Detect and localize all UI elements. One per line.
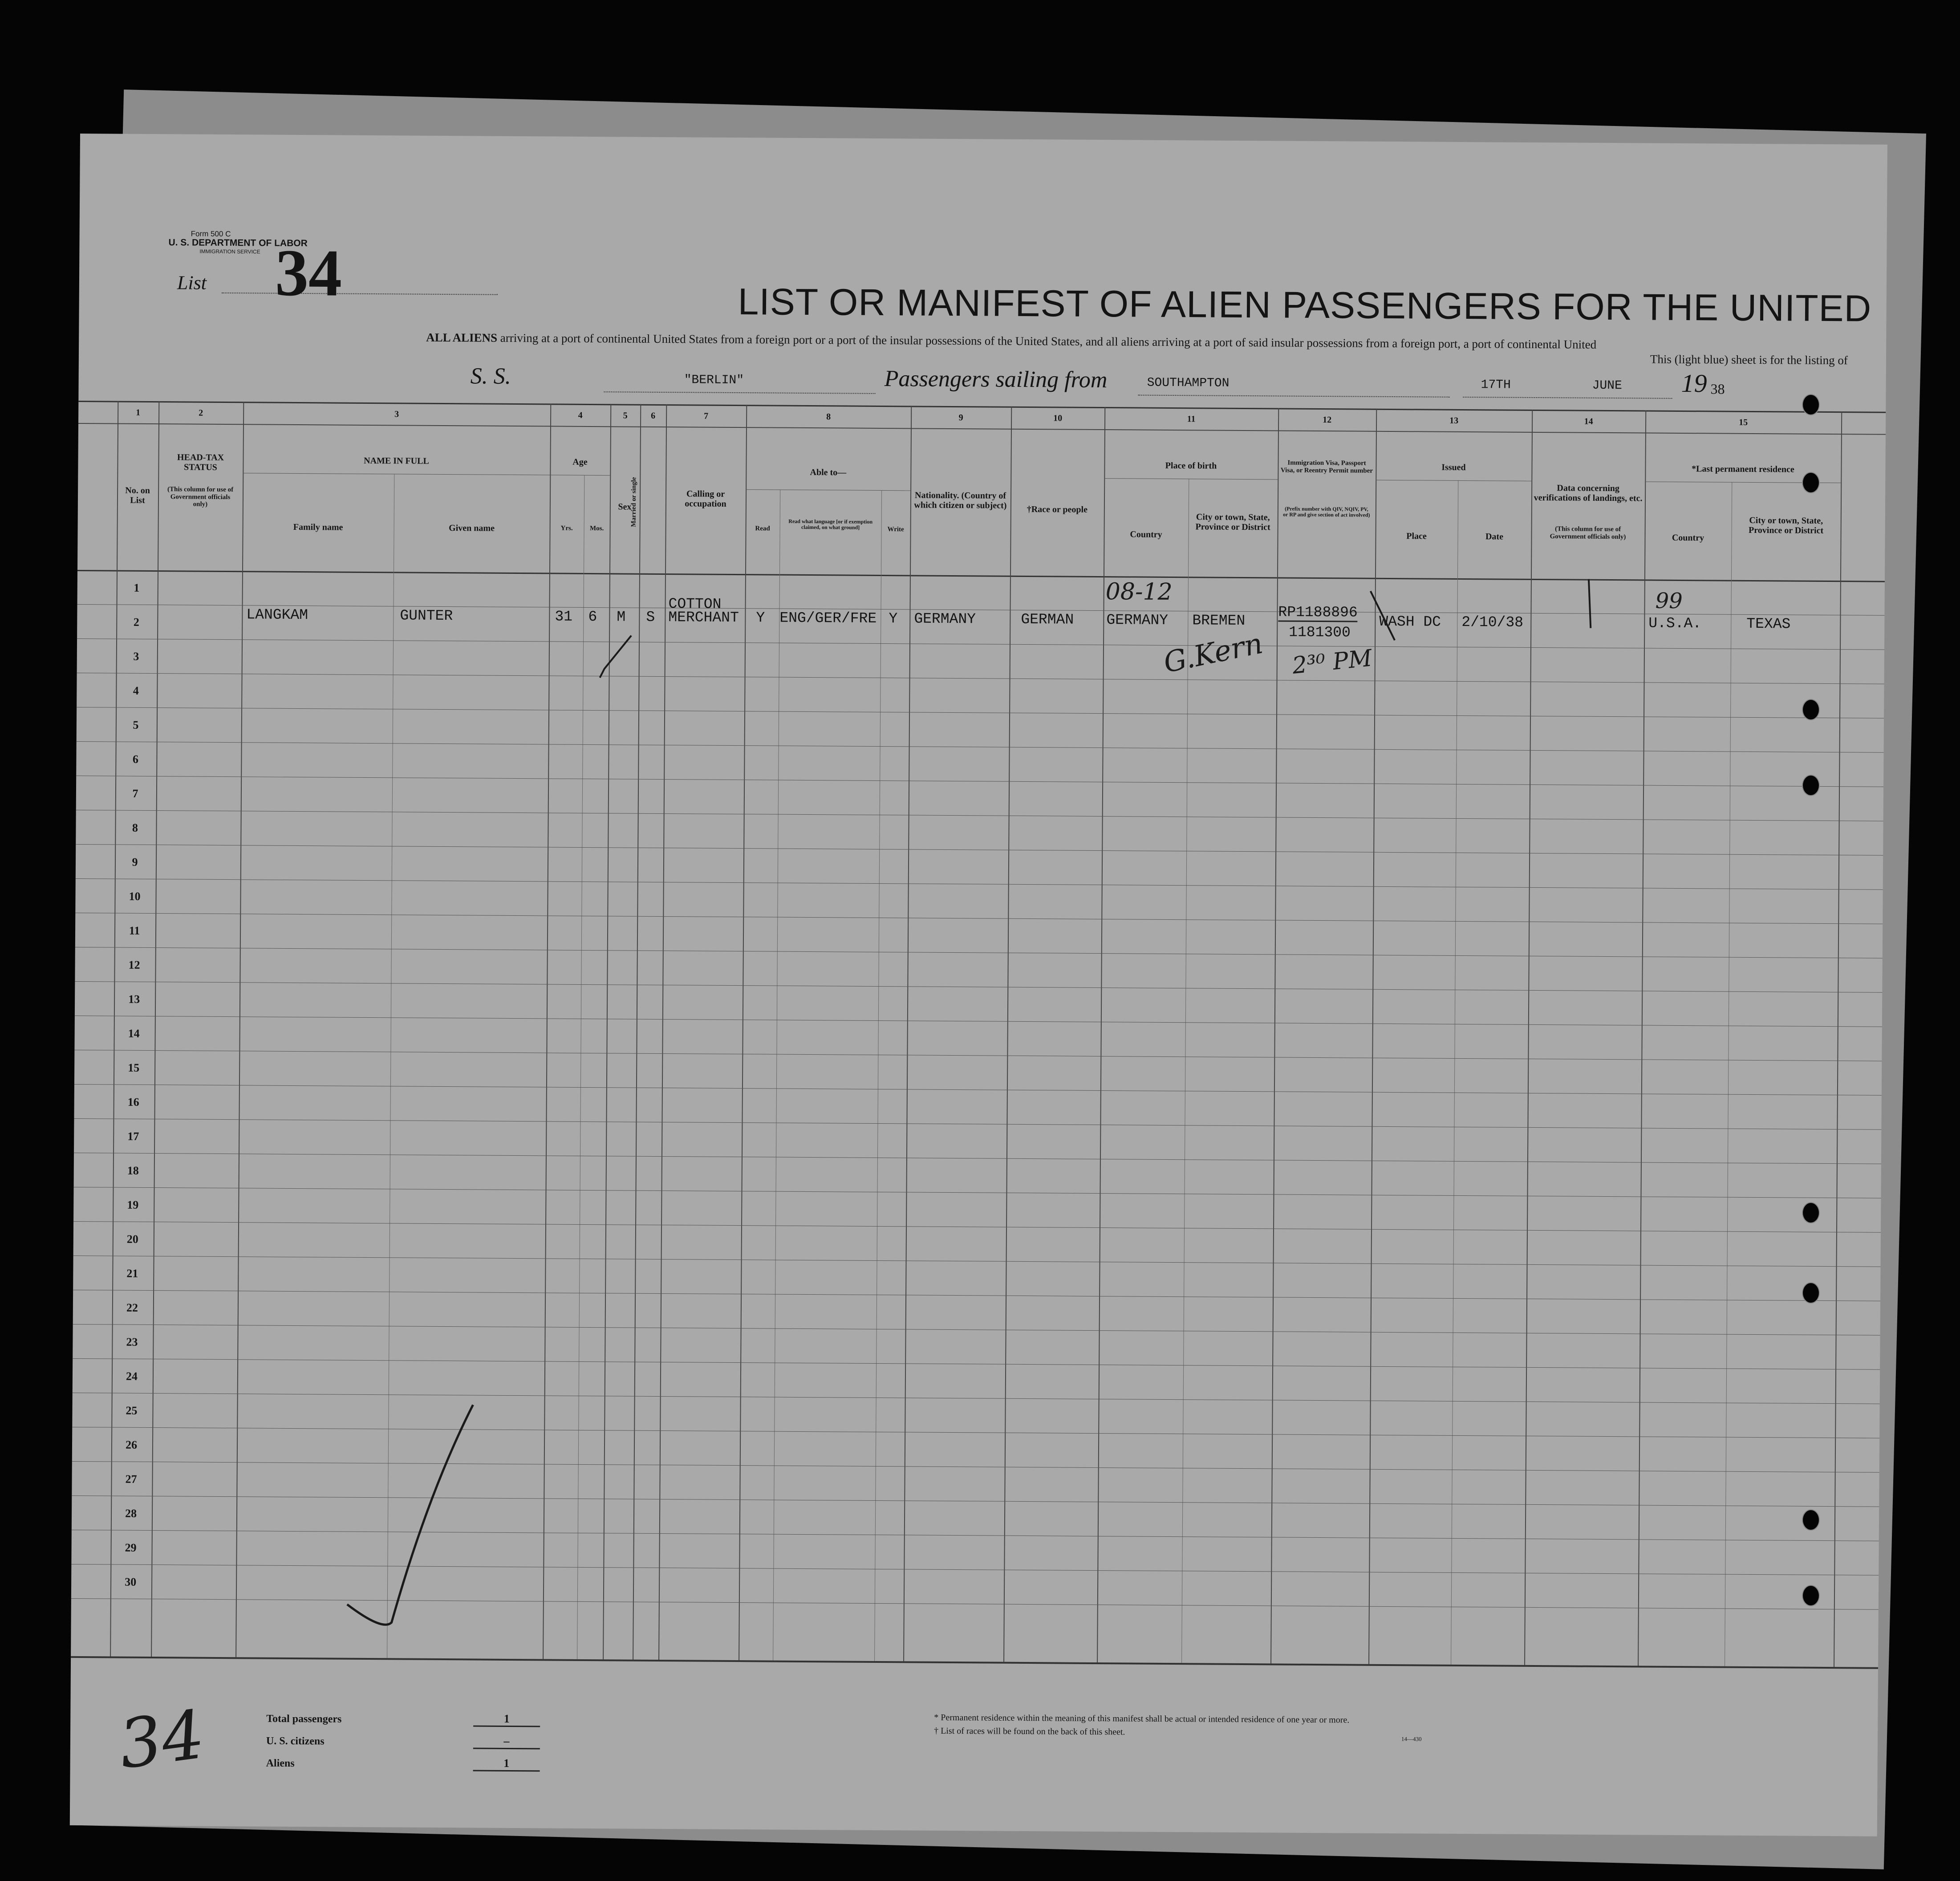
list-number: 34: [275, 236, 342, 310]
row-number: 25: [126, 1404, 138, 1417]
read-cell: Y: [756, 609, 765, 626]
header-sex: Sex: [618, 502, 632, 512]
header-able-to: Able to—: [810, 467, 847, 478]
footnote-races: † List of races will be found on the back of this sheet.: [934, 1726, 1125, 1737]
aliens-label: Aliens: [266, 1757, 295, 1770]
header-head-tax-note: (This column for use of Government officials only): [167, 486, 234, 508]
visa-section-cell: 1181300: [1289, 624, 1351, 641]
punch-hole-icon: [1802, 472, 1820, 493]
total-passengers-value: 1: [473, 1712, 540, 1727]
row-number: 12: [128, 958, 140, 971]
given-name-cell: GUNTER: [400, 607, 453, 625]
header-read-language: Read what language [or if exemption claimed, on what ground]: [788, 518, 873, 531]
punch-hole-icon: [1802, 699, 1820, 720]
row-number: 21: [126, 1267, 138, 1280]
row-number: 17: [127, 1129, 139, 1143]
row-number: 19: [127, 1198, 139, 1211]
header-birth-city: City or town, State, Province or District: [1195, 512, 1270, 532]
header-age: Age: [572, 457, 588, 467]
punch-hole-icon: [1802, 1509, 1820, 1531]
row-number: 14: [128, 1027, 140, 1040]
page-title: LIST OR MANIFEST OF ALIEN PASSENGERS FOR THE UNITED: [738, 280, 1872, 329]
col-number: 5: [623, 410, 628, 421]
handwritten-signature: G.Kern: [1161, 627, 1266, 680]
punch-hole-icon: [1802, 394, 1820, 415]
header-yrs: Yrs.: [560, 524, 573, 532]
row-number: 8: [132, 821, 138, 834]
row-number: 11: [129, 924, 140, 937]
language-cell: ENG/GER/FRE: [779, 609, 877, 627]
row-number: 30: [125, 1575, 137, 1588]
header-family-name: Family name: [293, 522, 343, 532]
header-res-country: Country: [1672, 532, 1704, 543]
header-no-on-list: No. on List: [125, 485, 150, 505]
header-issued: Issued: [1441, 462, 1466, 473]
row-number: 24: [126, 1369, 138, 1383]
handwritten-time: 2³⁰ PM: [1291, 645, 1373, 679]
row-number: 3: [133, 650, 139, 663]
header-read: Read: [755, 525, 770, 532]
col-number: 8: [826, 412, 831, 422]
service: IMMIGRATION SERVICE: [199, 248, 260, 255]
header-visa-note: (Prefix number with QIV, NQIV, PV, or RP and give section of act involved): [1283, 505, 1370, 518]
aliens-value: 1: [473, 1756, 540, 1771]
header-issued-date: Date: [1485, 532, 1504, 542]
header-visa: Immigration Visa, Passport Visa, or Reentry Permit number: [1280, 459, 1373, 475]
row-number: 18: [127, 1164, 139, 1177]
row-number: 13: [128, 992, 140, 1006]
row-number: 22: [126, 1301, 138, 1314]
header-place-of-birth: Place of birth: [1165, 460, 1217, 471]
col-number: 1: [136, 407, 141, 418]
row-number: 15: [128, 1061, 140, 1074]
row-number: 16: [127, 1095, 139, 1109]
tick-mark-icon: [1588, 579, 1591, 628]
sailing-label: Passengers sailing from: [884, 366, 1108, 393]
row-number: 23: [126, 1335, 138, 1349]
header-res-city: City or town, State, Province or District: [1748, 515, 1824, 536]
footnote-residence: * Permanent residence within the meaning of this manifest shall be actual or intended residence of one year or more.: [934, 1712, 1350, 1725]
row-number: 1: [134, 581, 140, 594]
punch-hole-icon: [1802, 1585, 1820, 1606]
year-prefix: 19: [1681, 368, 1707, 398]
race-cell: GERMAN: [1021, 611, 1074, 628]
row-number: 27: [125, 1472, 137, 1486]
married-cell: S: [646, 609, 655, 626]
header-race: †Race or people: [1027, 504, 1088, 515]
form-number: Form 500 C: [191, 229, 231, 239]
handwritten-number: 08-12: [1105, 578, 1173, 606]
col-number: 9: [958, 413, 963, 423]
row-number: 4: [133, 684, 139, 697]
subtitle-line-2: This (light blue) sheet is for the listing of: [1650, 352, 1848, 367]
header-nationality: Nationality. (Country of which citizen or subject): [914, 490, 1007, 511]
sailing-day: 17TH: [1481, 378, 1511, 392]
write-cell: Y: [889, 610, 898, 627]
form-code: 14—430: [1401, 1735, 1422, 1743]
list-label: List: [177, 272, 207, 294]
col-number: 7: [704, 411, 709, 421]
punch-hole-icon: [1802, 1282, 1820, 1304]
punch-hole-icon: [1802, 1202, 1820, 1223]
row-number: 10: [129, 890, 141, 903]
col-number: 10: [1053, 413, 1063, 423]
row-number: 2: [133, 615, 139, 629]
row-number: 26: [125, 1438, 138, 1451]
row-number: 29: [125, 1541, 137, 1554]
age-months-cell: 6: [588, 608, 597, 626]
header-issued-place: Place: [1406, 531, 1427, 541]
col-number: 11: [1187, 414, 1196, 424]
handwritten-margin-number: 34: [114, 1696, 209, 1784]
header-calling: Calling or occupation: [685, 489, 726, 509]
visa-number-cell: RP1188896: [1278, 604, 1357, 622]
col-number: 3: [394, 409, 399, 419]
header-residence: *Last permanent residence: [1692, 464, 1794, 475]
col-number: 4: [578, 410, 583, 420]
residence-city-cell: TEXAS: [1746, 615, 1791, 633]
col-number: 15: [1739, 417, 1748, 427]
large-checkmark-icon: [347, 1404, 473, 1625]
col-number: 6: [651, 410, 656, 421]
sex-cell: M: [617, 609, 626, 626]
residence-country-cell: U.S.A.: [1648, 615, 1702, 632]
occupation-line-1: COTTON: [668, 596, 722, 613]
age-years-cell: 31: [555, 608, 573, 625]
subtitle-bold: ALL ALIENS: [426, 330, 498, 345]
manifest-sheet: [70, 134, 1887, 1836]
us-citizens-value: –: [473, 1734, 540, 1749]
header-mos: Mos.: [589, 525, 604, 532]
us-citizens-label: U. S. citizens: [266, 1735, 325, 1747]
header-verifications: Data concerning verifications of landings, etc.: [1534, 483, 1643, 504]
port-name: SOUTHAMPTON: [1147, 376, 1230, 390]
row-number: 6: [132, 752, 139, 766]
header-given-name: Given name: [449, 523, 495, 533]
year-suffix: 38: [1710, 381, 1725, 397]
header-birth-country: Country: [1130, 529, 1162, 540]
issued-place-cell: WASH DC: [1379, 613, 1441, 630]
handwritten-marks: [70, 134, 1887, 1836]
header-name-in-full: NAME IN FULL: [364, 455, 429, 466]
ss-label: S. S.: [470, 363, 511, 389]
sailing-month: JUNE: [1592, 378, 1622, 393]
ship-name: "BERLIN": [684, 373, 744, 388]
department: U. S. DEPARTMENT OF LABOR: [168, 237, 308, 249]
total-passengers-label: Total passengers: [266, 1713, 342, 1725]
col-number: 13: [1449, 415, 1459, 426]
handwritten-residence-note: 99: [1655, 588, 1683, 614]
punch-hole-icon: [1802, 775, 1820, 796]
col-number: 2: [199, 408, 203, 418]
occupation-line-2: MERCHANT: [668, 609, 739, 626]
row-number: 28: [125, 1507, 137, 1520]
checkmark-age-icon: [600, 635, 632, 678]
birth-country-cell: GERMANY: [1106, 612, 1169, 629]
row-number: 7: [132, 787, 138, 800]
row-number: 20: [126, 1232, 138, 1246]
issued-date-cell: 2/10/38: [1461, 613, 1524, 631]
col-number: 12: [1323, 415, 1332, 425]
nationality-cell: GERMANY: [914, 610, 976, 628]
birth-city-cell: BREMEN: [1192, 612, 1246, 630]
row-number: 9: [132, 855, 138, 869]
slash-mark-icon: [1370, 591, 1395, 640]
col-number: 14: [1584, 416, 1593, 427]
subtitle-text: arriving at a port of continental United States from a foreign port or a port of the insular possessions of the United States, and all aliens arriving at a port of said insular possessions from a foreign port, a port of continental United: [500, 331, 1597, 351]
header-head-tax: HEAD-TAX STATUS: [177, 452, 224, 472]
header-verifications-note: (This column for use of Government officials only): [1550, 525, 1626, 540]
row-number: 5: [133, 718, 139, 731]
header-write: Write: [887, 526, 904, 533]
header-married: Married or single: [630, 477, 638, 527]
family-name-cell: LANGKAM: [246, 606, 308, 624]
